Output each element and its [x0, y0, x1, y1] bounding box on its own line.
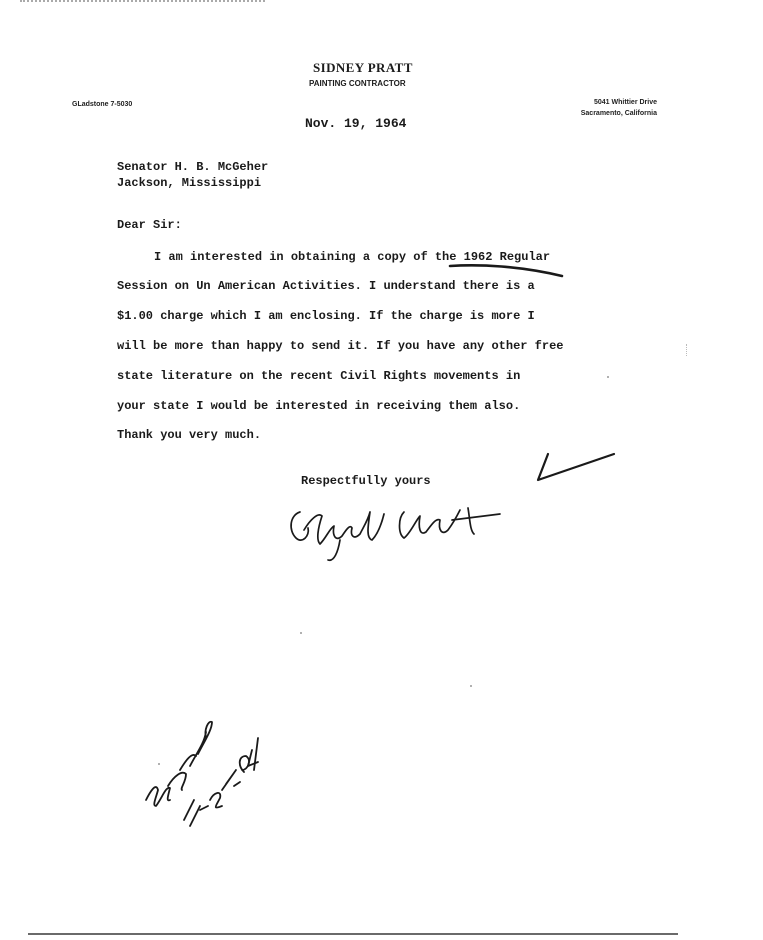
body-line: $1.00 charge which I am enclosing. If the charge is more I: [117, 309, 535, 323]
letterhead-phone: GLadstone 7-5030: [72, 101, 133, 108]
paper-speck: [300, 632, 302, 634]
page-bottom-edge: [28, 933, 678, 935]
letterhead-name: SIDNEY PRATT: [313, 60, 413, 75]
scan-edge-marks: [686, 344, 688, 356]
body-line: Thank you very much.: [117, 428, 262, 442]
address-line-2: Sacramento, California: [580, 110, 657, 117]
letter-date: Nov. 19, 1964: [305, 116, 407, 131]
recipient-location: Jackson, Mississippi: [117, 176, 262, 190]
recipient-name: Senator H. B. McGeher: [117, 160, 269, 174]
salutation: Dear Sir:: [117, 218, 182, 232]
body-line: state literature on the recent Civil Rights movements in: [117, 369, 521, 383]
letterhead-subtitle: PAINTING CONTRACTOR: [309, 79, 406, 88]
underline-mark: [450, 265, 562, 276]
paper-speck: [470, 685, 472, 687]
address-line-1: 5041 Whittier Drive: [593, 99, 657, 106]
check-mark: [538, 454, 614, 480]
recipient-block: [117, 159, 268, 191]
handwritten-mailed-note: [146, 722, 258, 826]
paper-speck: [158, 763, 160, 765]
paper-speck: [607, 376, 609, 378]
letterhead-address: [581, 97, 657, 119]
body-line: I am interested in obtaining a copy of the 1962 Regular: [154, 250, 551, 264]
signature: [291, 508, 500, 560]
body-line: your state I would be interested in receiving them also.: [117, 399, 521, 413]
scan-edge-marks: [20, 0, 265, 5]
closing: Respectfully yours: [301, 474, 431, 488]
body-line: will be more than happy to send it. If you have any other free: [117, 339, 564, 353]
body-line: Session on Un American Activities. I understand there is a: [117, 279, 535, 293]
